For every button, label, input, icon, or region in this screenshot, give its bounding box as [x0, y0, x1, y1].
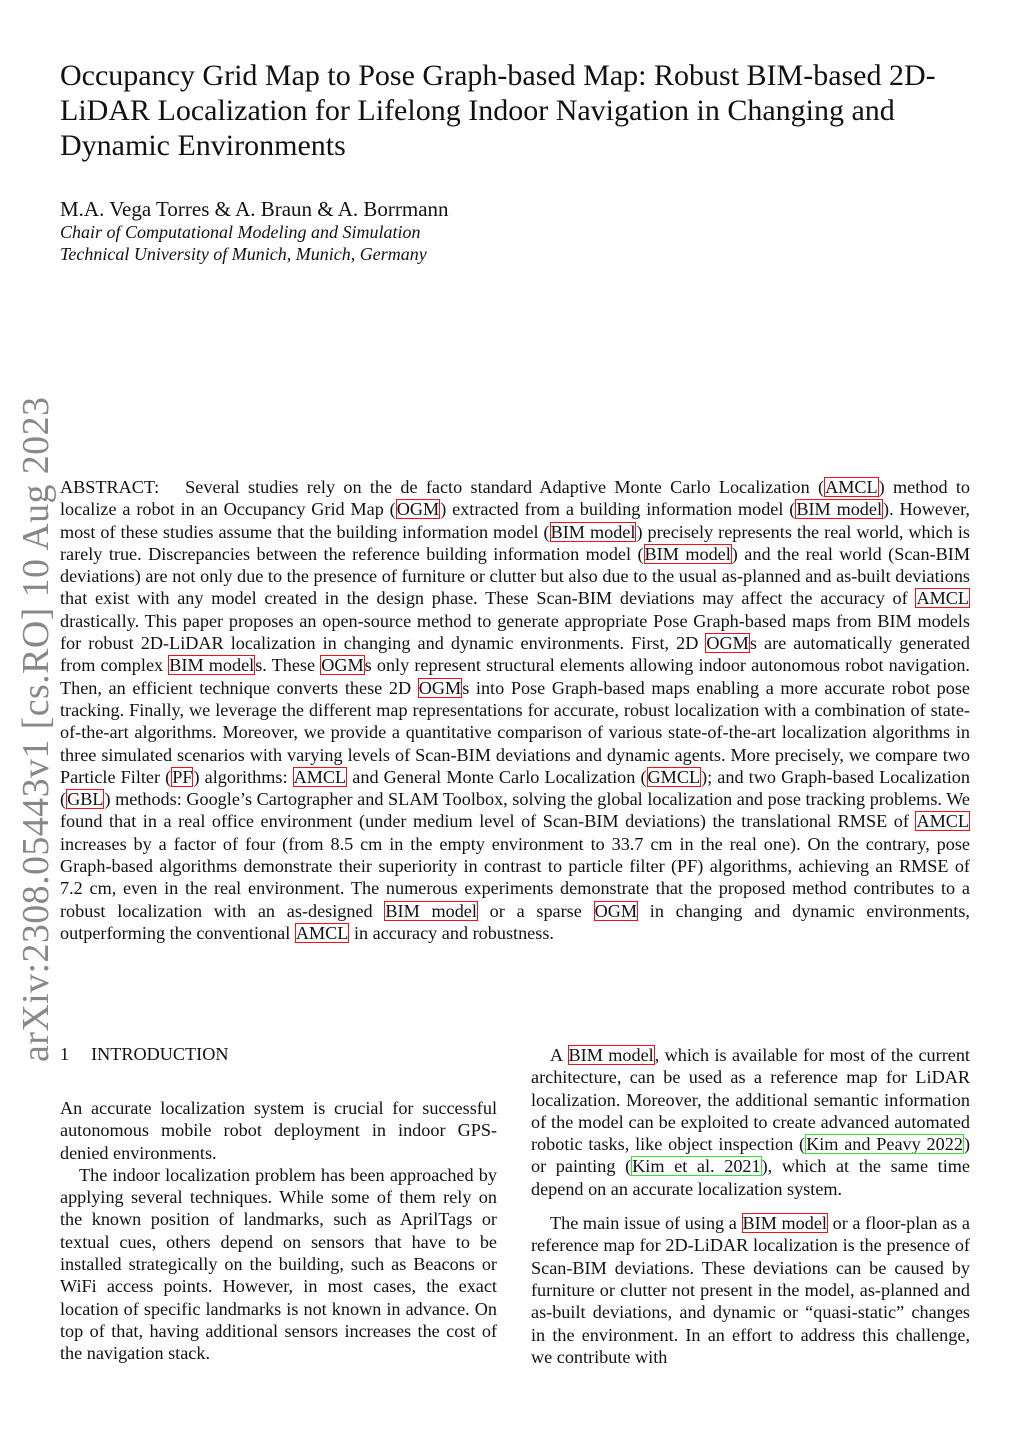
- acronym-link-ogm[interactable]: OGM: [594, 900, 638, 921]
- acronym-link-amcl[interactable]: AMCL: [295, 922, 349, 943]
- citation-link-kim-et-al-2021[interactable]: Kim et al. 2021: [632, 1156, 761, 1177]
- acronym-link-amcl[interactable]: AMCL: [825, 477, 878, 497]
- arxiv-identifier-stamp: arXiv:2308.05443v1 [cs.RO] 10 Aug 2023: [15, 396, 57, 1062]
- abstract-text: and General Monte Carlo Localization (: [347, 766, 647, 787]
- acronym-link-bim-model[interactable]: BIM model: [796, 499, 883, 520]
- intro-paragraph-3: [531, 1044, 970, 1200]
- acronym-link-amcl[interactable]: AMCL: [916, 811, 969, 832]
- paragraph-text: The main issue of using a: [550, 1213, 742, 1234]
- acronym-link-ogm[interactable]: OGM: [418, 677, 462, 698]
- abstract-text: ) extracted from a building information model (: [440, 499, 796, 520]
- acronym-link-bim-model[interactable]: BIM model: [550, 521, 636, 542]
- paragraph-text: A: [550, 1045, 568, 1065]
- abstract-text: ) and the real world (Scan-BIM deviations) are not only due to the presence of furniture or clutter but also due to the usual as-planned and as-built deviations that exist with any model created in the design phase. These Scan-BIM deviations may affect the accuracy of: [60, 543, 970, 609]
- section-number: 1: [60, 1044, 70, 1064]
- acronym-link-ogm[interactable]: OGM: [396, 499, 440, 520]
- right-column: [531, 1044, 970, 1368]
- abstract: [60, 476, 970, 944]
- section-heading: [60, 1044, 229, 1065]
- abstract-text: in accuracy and robustness.: [349, 922, 554, 943]
- abstract-text: ). However, most of these studies assume that the building information model (: [60, 499, 970, 542]
- abstract-text: ) precisely represents the real world, which is rarely true. Discrepancies between the reference building information model (: [60, 521, 970, 564]
- abstract-text: s are automatically generated from complex: [60, 633, 970, 676]
- section-title: INTRODUCTION: [91, 1044, 229, 1064]
- acronym-link-bim-model[interactable]: BIM model: [742, 1213, 827, 1234]
- affiliation-line-1: Chair of Computational Modeling and Simulation: [60, 222, 421, 242]
- acronym-link-bim-model[interactable]: BIM model: [644, 543, 731, 564]
- paragraph-text: , which is available for most of the current architecture, can be used as a reference map for LiDAR localization. Moreover, the additional semantic information of the model can be exploited to create advanced automated robotic tasks, like object inspection (: [531, 1045, 970, 1155]
- acronym-link-amcl[interactable]: AMCL: [916, 588, 969, 609]
- citation-link-kim-peavy-2022[interactable]: Kim and Peavy 2022: [806, 1134, 963, 1155]
- abstract-text: ) method to localize a robot in an Occupancy Grid Map (: [60, 477, 970, 520]
- left-column: [60, 1097, 497, 1365]
- abstract-text: drastically. This paper proposes an open-source method to generate appropriate Pose Graph-based maps from BIM models for robust 2D-LiDAR localization in changing and dynamic environments. First, 2D: [60, 610, 970, 654]
- paper-title: Occupancy Grid Map to Pose Graph-based Map: Robust BIM-based 2D-LiDAR Localization for Lifelong Indoor Navigation in Changing and Dynamic Environments: [60, 59, 936, 162]
- abstract-text: ) methods: Google’s Cartographer and SLAM Toolbox, solving the global localization and pose tracking problems. We found that in a real office environment (under medium level of Scan-BIM deviations) the translational RMSE of: [60, 789, 970, 832]
- intro-paragraph-2: The indoor localization problem has been approached by applying several techniques. While some of them rely on the known position of landmarks, such as AprilTags or textual cues, others depend on sensors that have to be installed strategically on the building, such as Beacons or WiFi access points. However, in most cases, the exact location of specific landmarks is not known in advance. On top of that, having additional sensors increases the cost of the navigation stack.: [60, 1164, 497, 1364]
- abstract-label: ABSTRACT:: [60, 477, 160, 497]
- acronym-link-bim-model[interactable]: BIM model: [169, 655, 255, 676]
- abstract-text: or a sparse: [477, 900, 594, 921]
- paragraph-text: or a floor-plan as a reference map for 2D-LiDAR localization is the presence of Scan-BIM deviations. These deviations can be caused by furniture or clutter not present in the model, as-planned and as-built deviations, and dynamic or “quasi-static” changes in the environment. In an effort to address this challenge, we contribute with: [531, 1213, 970, 1367]
- acronym-link-amcl[interactable]: AMCL: [293, 766, 347, 787]
- acronym-link-ogm[interactable]: OGM: [706, 633, 749, 654]
- acronym-link-gbl[interactable]: GBL: [67, 789, 104, 810]
- paragraph-text: ), which at the same time depend on an accurate localization system.: [531, 1156, 970, 1199]
- abstract-text: s. These: [255, 655, 321, 676]
- abstract-text: increases by a factor of four (from 8.5 cm in the empty environment to 33.7 cm in the real one). On the contrary, pose Graph-based algorithms demonstrate their superiority in contrast to particle filter (PF) algorithms, achieving an RMSE of 7.2 cm, even in the real environment. The numerous experiments demonstrate that the proposed method contributes to a robust localization with an as-designed: [60, 833, 970, 921]
- paragraph-text: ) or painting (: [531, 1134, 970, 1177]
- affiliation-line-2: Technical University of Munich, Munich, Germany: [60, 244, 427, 264]
- abstract-text: s only represent structural elements allowing indoor autonomous robot navigation. Then, an efficient technique converts these 2D: [60, 655, 970, 698]
- intro-paragraph-4: [531, 1212, 970, 1368]
- acronym-link-gmcl[interactable]: GMCL: [647, 766, 701, 787]
- abstract-text: s into Pose Graph-based maps enabling a more accurate robot pose tracking. Finally, we leverage the different map representations for accurate, robust localization with a combination of state-of-the-art algorithms. Moreover, we provide a quantitative comparison of various state-of-the-art localization algorithms in three simulated scenarios with varying levels of Scan-BIM deviations and dynamic agents. More precisely, we compare two Particle Filter (: [60, 677, 970, 787]
- acronym-link-ogm[interactable]: OGM: [321, 655, 364, 676]
- abstract-text: ); and two Graph-based Localization (: [60, 766, 970, 810]
- acronym-link-pf[interactable]: PF: [172, 766, 193, 787]
- abstract-text: ) algorithms:: [193, 766, 293, 787]
- acronym-link-bim-model[interactable]: BIM model: [385, 900, 477, 921]
- authors: M.A. Vega Torres & A. Braun & A. Borrmann: [60, 197, 449, 221]
- intro-paragraph-1: An accurate localization system is crucial for successful autonomous mobile robot deployment in indoor GPS-denied environments.: [60, 1098, 497, 1163]
- abstract-text: in changing and dynamic environments, outperforming the conventional: [60, 900, 970, 943]
- acronym-link-bim-model[interactable]: BIM model: [568, 1045, 654, 1065]
- abstract-text: Several studies rely on the de facto standard Adaptive Monte Carlo Localization (: [185, 477, 825, 497]
